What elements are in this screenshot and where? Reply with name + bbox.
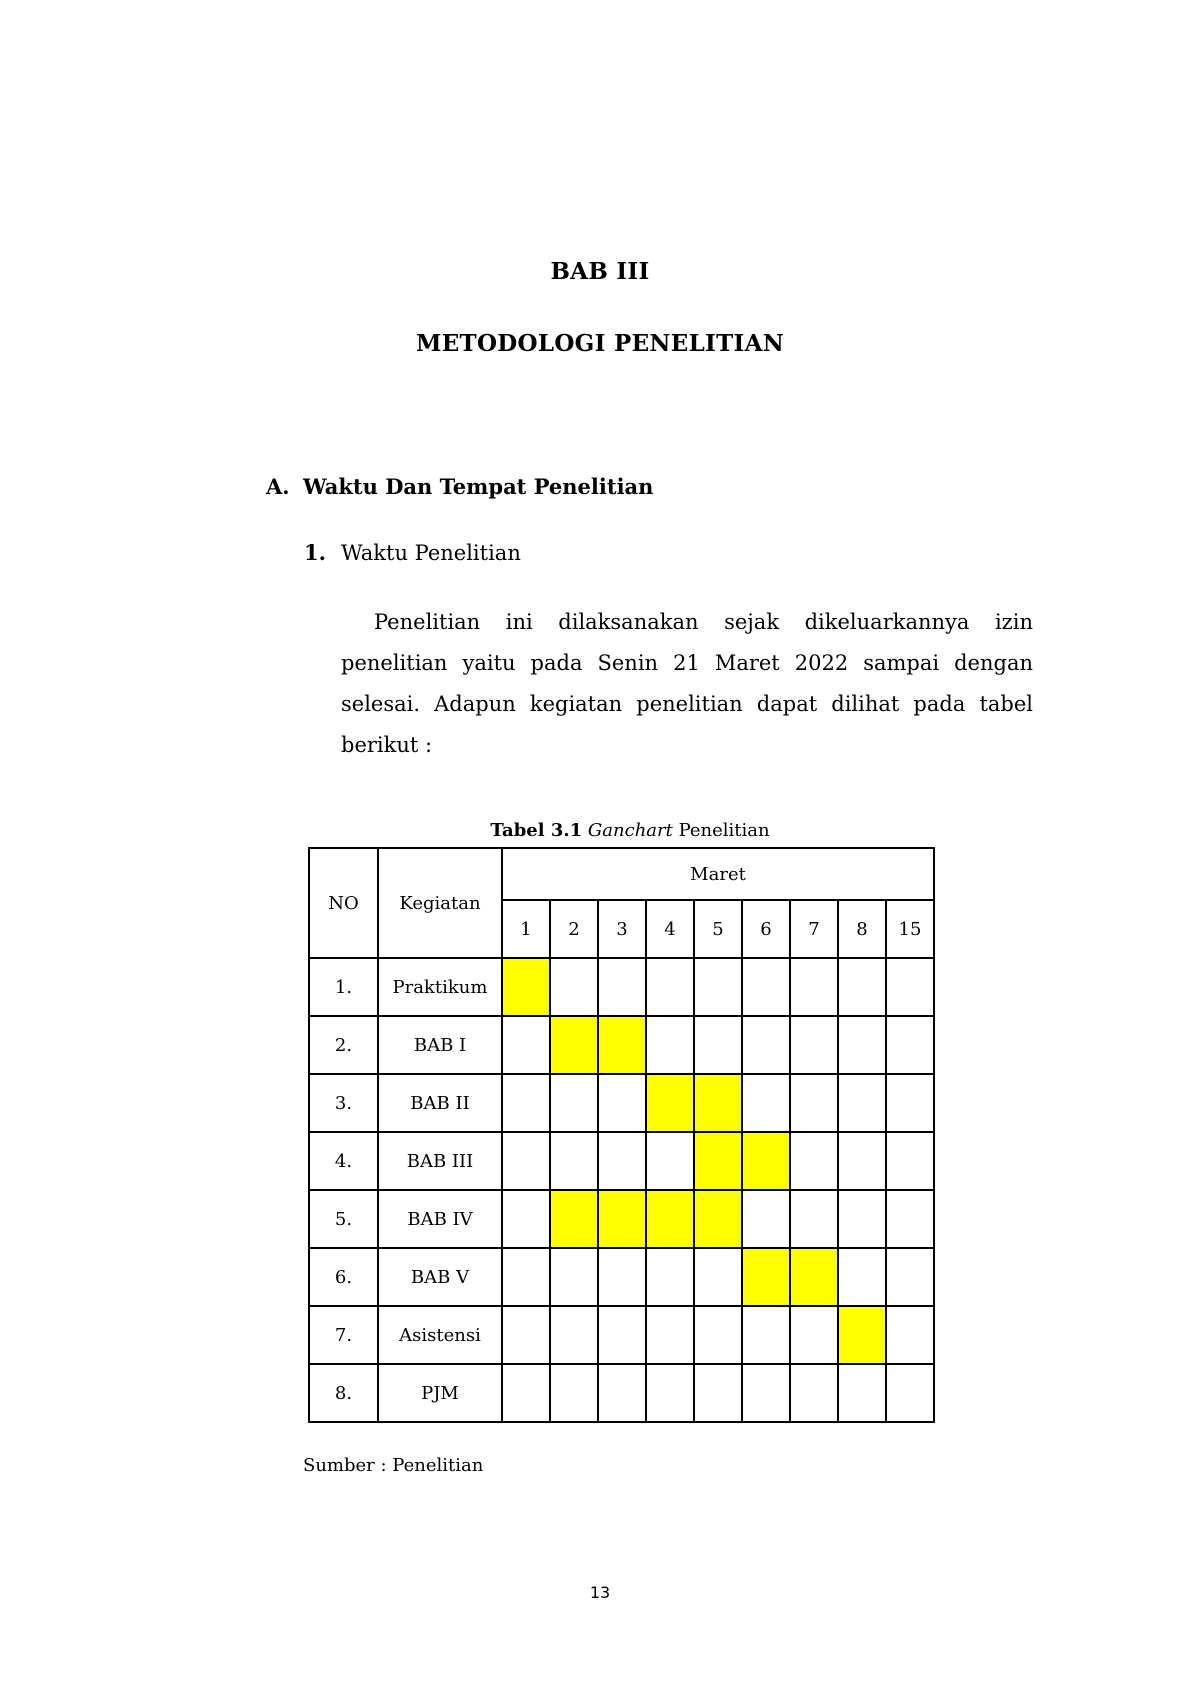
schedule-cell	[646, 1364, 694, 1422]
table-row	[309, 1306, 934, 1364]
schedule-cell	[550, 1306, 598, 1364]
schedule-cell-active	[694, 1132, 742, 1190]
caption-rest: Penelitian	[678, 820, 770, 841]
table-row	[309, 1248, 934, 1306]
schedule-cell	[742, 1190, 790, 1248]
subsection-title: Waktu Penelitian	[341, 541, 521, 565]
row-activity: BAB IV	[378, 1190, 502, 1248]
section-heading	[266, 474, 653, 499]
schedule-cell	[646, 1016, 694, 1074]
row-number: 2.	[309, 1016, 378, 1074]
schedule-cell	[886, 1074, 934, 1132]
table-row	[309, 1190, 934, 1248]
schedule-cell	[646, 1248, 694, 1306]
table-row	[309, 1132, 934, 1190]
schedule-cell	[550, 1132, 598, 1190]
subsection-heading	[304, 540, 521, 565]
subsection-number: 1.	[304, 540, 326, 565]
schedule-cell	[598, 958, 646, 1016]
schedule-cell-active	[550, 1016, 598, 1074]
schedule-cell	[886, 1248, 934, 1306]
schedule-cell	[790, 1190, 838, 1248]
schedule-cell-active	[838, 1306, 886, 1364]
schedule-cell	[694, 1306, 742, 1364]
schedule-cell	[886, 1016, 934, 1074]
schedule-cell-active	[646, 1074, 694, 1132]
row-number: 6.	[309, 1248, 378, 1306]
schedule-cell	[838, 1190, 886, 1248]
section-title: Waktu Dan Tempat Penelitian	[303, 474, 654, 499]
day-header: 1	[502, 900, 550, 958]
schedule-cell-active	[694, 1190, 742, 1248]
schedule-cell	[598, 1074, 646, 1132]
schedule-cell	[502, 1016, 550, 1074]
schedule-cell	[790, 1306, 838, 1364]
schedule-cell	[598, 1364, 646, 1422]
row-number: 1.	[309, 958, 378, 1016]
schedule-cell	[790, 1074, 838, 1132]
schedule-cell	[646, 1132, 694, 1190]
section-letter: A.	[266, 474, 290, 499]
schedule-cell	[742, 958, 790, 1016]
chapter-label: BAB III	[550, 258, 650, 285]
schedule-cell-active	[646, 1190, 694, 1248]
day-header: 8	[838, 900, 886, 958]
schedule-cell	[886, 958, 934, 1016]
gantt-table	[308, 847, 935, 1423]
schedule-cell	[838, 1016, 886, 1074]
row-activity: BAB II	[378, 1074, 502, 1132]
schedule-cell	[550, 958, 598, 1016]
schedule-cell	[790, 1016, 838, 1074]
row-activity: BAB V	[378, 1248, 502, 1306]
schedule-cell	[694, 958, 742, 1016]
schedule-cell	[550, 1364, 598, 1422]
schedule-cell-active	[598, 1016, 646, 1074]
schedule-cell	[646, 1306, 694, 1364]
table-row	[309, 1016, 934, 1074]
schedule-cell	[502, 1306, 550, 1364]
day-header: 15	[886, 900, 934, 958]
row-number: 4.	[309, 1132, 378, 1190]
schedule-cell	[790, 958, 838, 1016]
schedule-cell	[550, 1248, 598, 1306]
table-row	[309, 1074, 934, 1132]
schedule-cell	[838, 1132, 886, 1190]
schedule-cell	[502, 1132, 550, 1190]
schedule-cell	[502, 1190, 550, 1248]
header-no: NO	[309, 848, 378, 958]
schedule-cell	[838, 1248, 886, 1306]
schedule-cell	[790, 1132, 838, 1190]
schedule-cell	[886, 1190, 934, 1248]
day-header: 5	[694, 900, 742, 958]
schedule-cell	[598, 1306, 646, 1364]
schedule-cell	[694, 1016, 742, 1074]
schedule-cell	[742, 1364, 790, 1422]
row-activity: BAB III	[378, 1132, 502, 1190]
schedule-cell	[502, 1074, 550, 1132]
day-header: 6	[742, 900, 790, 958]
schedule-cell-active	[550, 1190, 598, 1248]
day-header: 7	[790, 900, 838, 958]
gantt-body	[309, 958, 934, 1422]
row-activity: Praktikum	[378, 958, 502, 1016]
day-header: 2	[550, 900, 598, 958]
schedule-cell	[742, 1306, 790, 1364]
table-row	[309, 1364, 934, 1422]
schedule-cell	[742, 1074, 790, 1132]
row-number: 5.	[309, 1190, 378, 1248]
caption-italic: Ganchart	[587, 820, 673, 841]
row-activity: BAB I	[378, 1016, 502, 1074]
page-number: 13	[589, 1583, 611, 1602]
row-activity: Asistensi	[378, 1306, 502, 1364]
schedule-cell	[790, 1364, 838, 1422]
schedule-cell-active	[742, 1248, 790, 1306]
schedule-cell	[502, 1364, 550, 1422]
schedule-cell-active	[598, 1190, 646, 1248]
schedule-cell-active	[502, 958, 550, 1016]
schedule-cell	[550, 1074, 598, 1132]
schedule-cell	[742, 1016, 790, 1074]
table-caption	[300, 820, 960, 841]
schedule-cell	[598, 1248, 646, 1306]
schedule-cell-active	[742, 1132, 790, 1190]
schedule-cell-active	[694, 1074, 742, 1132]
schedule-cell	[646, 958, 694, 1016]
schedule-cell	[502, 1248, 550, 1306]
schedule-cell-active	[790, 1248, 838, 1306]
header-month: Maret	[502, 848, 934, 900]
table-source: Sumber : Penelitian	[303, 1455, 484, 1476]
table-row	[309, 958, 934, 1016]
chapter-title: METODOLOGI PENELITIAN	[415, 330, 785, 357]
schedule-cell	[886, 1364, 934, 1422]
schedule-cell	[886, 1132, 934, 1190]
schedule-cell	[694, 1248, 742, 1306]
schedule-cell	[838, 958, 886, 1016]
row-number: 3.	[309, 1074, 378, 1132]
row-number: 7.	[309, 1306, 378, 1364]
header-activity: Kegiatan	[378, 848, 502, 958]
row-number: 8.	[309, 1364, 378, 1422]
schedule-cell	[838, 1364, 886, 1422]
schedule-cell	[598, 1132, 646, 1190]
day-header: 3	[598, 900, 646, 958]
day-header: 4	[646, 900, 694, 958]
caption-label: Tabel 3.1	[490, 820, 583, 841]
row-activity: PJM	[378, 1364, 502, 1422]
body-paragraph: Penelitian ini dilaksanakan sejak dikeluarkannya izin penelitian yaitu pada Senin 21 Maret 2022 sampai dengan selesai. Adapun kegiatan penelitian dapat dilihat pada tabel berikut :	[341, 610, 1033, 757]
schedule-cell	[838, 1074, 886, 1132]
schedule-cell	[886, 1306, 934, 1364]
schedule-cell	[694, 1364, 742, 1422]
